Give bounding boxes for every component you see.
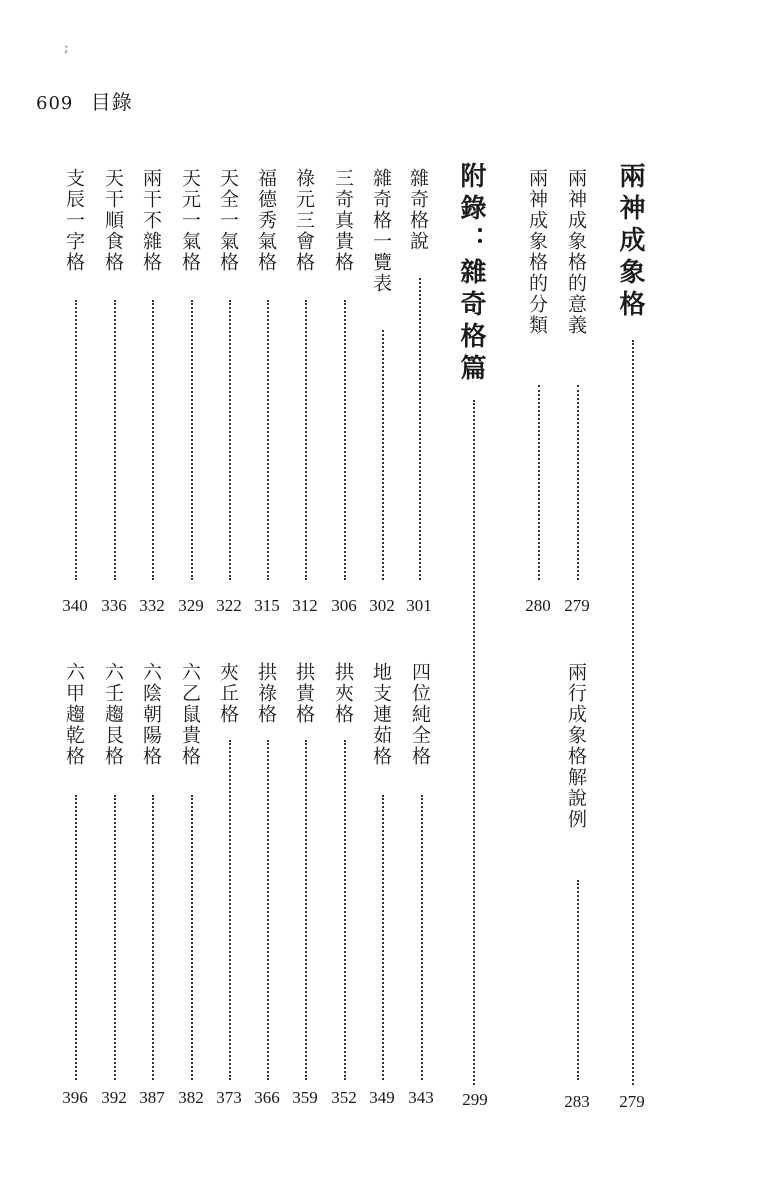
- toc-leader-dots: [267, 740, 269, 1080]
- toc-entry-title: 四位純全格: [409, 662, 431, 767]
- toc-page-number: 343: [408, 1088, 434, 1107]
- toc-entry-title: 兩行成象格解說例: [565, 662, 587, 830]
- scan-mark: ;: [64, 40, 69, 56]
- toc-page-number: 283: [564, 1092, 590, 1111]
- toc-entry-title: 兩干不雜格: [140, 168, 162, 273]
- toc-entry-title: 六壬趨艮格: [102, 662, 124, 767]
- toc-entry-title: 祿元三會格: [293, 168, 315, 273]
- toc-leader-dots: [229, 740, 231, 1080]
- toc-leader-dots: [382, 795, 384, 1080]
- toc-entry-title: 兩神成象格: [615, 162, 645, 322]
- toc-entry-title: 天元一氣格: [179, 168, 201, 273]
- toc-entry-title: 拱貴格: [293, 662, 315, 725]
- toc-page-number: 359: [292, 1088, 318, 1107]
- toc-entry-title: 兩神成象格的分類: [526, 168, 548, 336]
- toc-page-number: 366: [254, 1088, 280, 1107]
- toc-leader-dots: [344, 740, 346, 1080]
- toc-page-number: 315: [254, 596, 280, 615]
- toc-entry-title: 雜奇格一覽表: [370, 168, 392, 294]
- toc-leader-dots: [419, 278, 421, 580]
- toc-leader-dots: [229, 300, 231, 580]
- toc-entry-title: 夾丘格: [217, 662, 239, 725]
- toc-entry-title: 三奇真貴格: [332, 168, 354, 273]
- toc-leader-dots: [152, 300, 154, 580]
- toc-page-number: 392: [101, 1088, 127, 1107]
- toc-entry-title: 雜奇格說: [407, 168, 429, 252]
- toc-leader-dots: [114, 795, 116, 1080]
- toc-leader-dots: [577, 385, 579, 580]
- toc-entry-title: 六乙鼠貴格: [179, 662, 201, 767]
- header-page-number: 609: [36, 93, 74, 114]
- toc-page-number: 336: [101, 596, 127, 615]
- toc-leader-dots: [577, 880, 579, 1080]
- toc-page-number: 382: [178, 1088, 204, 1107]
- toc-page-number: 352: [331, 1088, 357, 1107]
- header-title: 目錄: [90, 90, 133, 114]
- toc-entry-title: 六陰朝陽格: [140, 662, 162, 767]
- toc-leader-dots: [305, 300, 307, 580]
- toc-leader-dots: [382, 330, 384, 580]
- toc-page-number: 387: [139, 1088, 165, 1107]
- toc-page-number: 306: [331, 596, 357, 615]
- toc-page-number: 279: [564, 596, 590, 615]
- toc-page-number: 329: [178, 596, 204, 615]
- toc-leader-dots: [75, 300, 77, 580]
- toc-leader-dots: [75, 795, 77, 1080]
- toc-entry-title: 拱祿格: [255, 662, 277, 725]
- toc-page-number: 340: [62, 596, 88, 615]
- toc-entry-title: 天全一氣格: [217, 168, 239, 273]
- toc-page-number: 299: [462, 1090, 488, 1109]
- toc-entry-title: 拱夾格: [332, 662, 354, 725]
- toc-leader-dots: [191, 300, 193, 580]
- toc-page-number: 349: [369, 1088, 395, 1107]
- toc-leader-dots: [152, 795, 154, 1080]
- toc-leader-dots: [344, 300, 346, 580]
- toc-page-number: 279: [619, 1092, 645, 1111]
- toc-leader-dots: [538, 385, 540, 580]
- toc-leader-dots: [632, 340, 634, 1085]
- toc-entry-title: 地支連茹格: [370, 662, 392, 767]
- toc-entry-title: 附錄：雜奇格篇: [456, 162, 486, 386]
- toc-page-number: 301: [406, 596, 432, 615]
- toc-leader-dots: [114, 300, 116, 580]
- toc-page-number: 302: [369, 596, 395, 615]
- toc-page-number: 373: [216, 1088, 242, 1107]
- toc-page-number: 332: [139, 596, 165, 615]
- toc-leader-dots: [267, 300, 269, 580]
- toc-leader-dots: [305, 740, 307, 1080]
- toc-entry-title: 福德秀氣格: [255, 168, 277, 273]
- toc-entry-title: 支辰一字格: [63, 168, 85, 273]
- toc-entry-title: 兩神成象格的意義: [565, 168, 587, 336]
- toc-leader-dots: [191, 795, 193, 1080]
- page-header: [36, 86, 133, 115]
- toc-entry-title: 天干順食格: [102, 168, 124, 273]
- toc-page-number: 396: [62, 1088, 88, 1107]
- toc-page-number: 322: [216, 596, 242, 615]
- toc-page-number: 312: [292, 596, 318, 615]
- toc-leader-dots: [421, 795, 423, 1080]
- toc-entry-title: 六甲趨乾格: [63, 662, 85, 767]
- toc-leader-dots: [473, 400, 475, 1085]
- toc-page-number: 280: [525, 596, 551, 615]
